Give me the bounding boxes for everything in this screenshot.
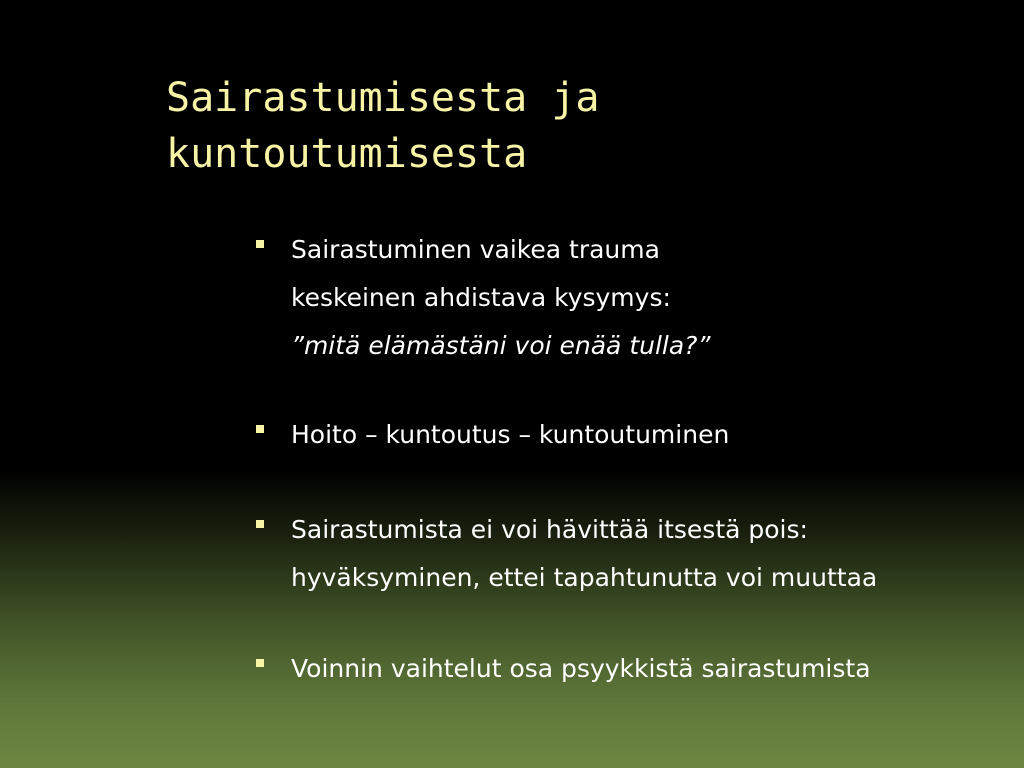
bullet-text: Sairastumista ei voi hävittää itsestä pois: [291, 515, 808, 544]
square-bullet-icon [256, 425, 264, 433]
bullet-text: Sairastuminen vaikea trauma [291, 235, 660, 264]
bullet-text-continued: keskeinen ahdistava kysymys: [291, 283, 671, 312]
bullet-item [256, 411, 996, 459]
bullet-text: Hoito – kuntoutus – kuntoutuminen [291, 420, 730, 449]
bullet-text-continued: hyväksyminen, ettei tapahtunutta voi muuttaa [291, 563, 878, 592]
bullet-item [256, 645, 996, 693]
slide-title-line-2: kuntoutumisesta [166, 131, 528, 177]
square-bullet-icon [256, 520, 264, 528]
slide-title-line-1: Sairastumisesta ja [166, 75, 600, 121]
bullet-item [256, 226, 996, 370]
bullet-text: Voinnin vaihtelut osa psyykkistä sairastumista [291, 654, 871, 683]
slide-title [166, 70, 866, 182]
square-bullet-icon [256, 659, 264, 667]
bullet-quote: ”mitä elämästäni voi enää tulla?” [291, 331, 711, 360]
bullet-item [256, 506, 996, 602]
square-bullet-icon [256, 240, 264, 248]
